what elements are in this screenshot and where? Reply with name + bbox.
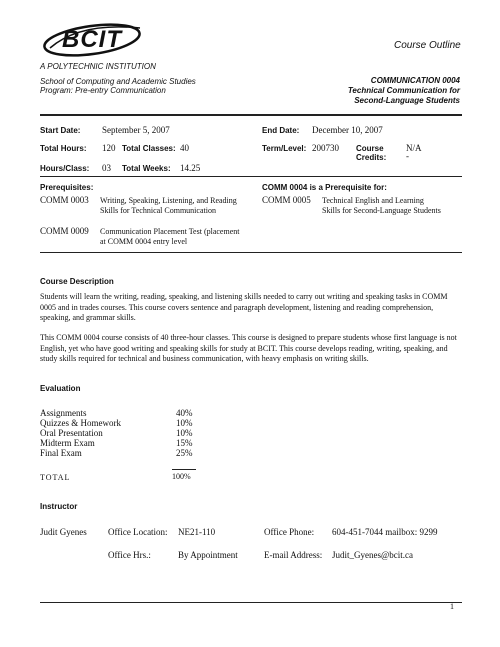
- course-title-1: Technical Communication for: [347, 86, 460, 95]
- term-label: Term/Level:: [262, 144, 307, 153]
- course-credits: N/A: [406, 143, 422, 153]
- evaluation-item-value: 40%: [176, 408, 193, 418]
- school-name: School of Computing and Academic Studies: [40, 77, 196, 86]
- description-para-2: This COMM 0004 course consists of 40 three-hour classes. This course is designed to prepare students whose first language is not English, yet who have good writing and speaking skills for study at BCIT. This course develops reading, writing, speaking, and study skills required for technical and business communication, with heavy emphasis on writing skills.: [40, 333, 457, 363]
- total-weeks: 14.25: [180, 163, 201, 173]
- evaluation-total-rule: [172, 469, 196, 470]
- total-classes-label: Total Classes:: [122, 144, 176, 153]
- evaluation-item-label: Assignments: [40, 408, 87, 418]
- evaluation-item-label: Final Exam: [40, 448, 82, 458]
- start-date-label: Start Date:: [40, 126, 81, 135]
- prereq-for-desc-0a: Technical English and Learning: [322, 196, 424, 205]
- office-phone: 604-451-7044 mailbox: 9299: [332, 527, 438, 537]
- total-hours-label: Total Hours:: [40, 144, 87, 153]
- instructor-name: Judit Gyenes: [40, 527, 87, 537]
- total-classes: 40: [180, 143, 189, 153]
- course-code: COMMUNICATION 0004: [370, 76, 460, 85]
- description-para-1: Students will learn the writing, reading, speaking, and listening skills needed to carry out writing and speaking tasks in COMM 0005 and in trades courses. This course covers sentence and paragraph development, listening and reading comprehension, speaking, and grammar skills.: [40, 292, 448, 322]
- evaluation-item-value: 15%: [176, 438, 193, 448]
- office-location: NE21-110: [178, 527, 216, 537]
- logo-text: BCIT: [62, 26, 122, 53]
- evaluation-item-value: 25%: [176, 448, 193, 458]
- program-name: Program: Pre-entry Communication: [40, 86, 166, 95]
- email-label: E-mail Address:: [264, 550, 323, 560]
- office-hours-label: Office Hrs.:: [108, 550, 151, 560]
- hours-class: 03: [102, 163, 111, 173]
- evaluation-item-label: Midterm Exam: [40, 438, 95, 448]
- prereq-desc-0a: Writing, Speaking, Listening, and Reading: [100, 196, 237, 205]
- prereq-rule: [40, 252, 462, 253]
- prereq-for-desc-0b: Skills for Second-Language Students: [322, 206, 441, 215]
- evaluation-item-label: Quizzes & Homework: [40, 418, 121, 428]
- total-hours: 120: [102, 143, 116, 153]
- start-date: September 5, 2007: [102, 125, 170, 135]
- is-prereq-label: COMM 0004 is a Prerequisite for:: [262, 183, 387, 192]
- prereq-code-1: COMM 0009: [40, 226, 89, 236]
- evaluation-total-value: 100%: [172, 472, 191, 481]
- evaluation-row: [40, 418, 200, 428]
- course-title-2: Second-Language Students: [354, 96, 460, 105]
- evaluation-item-value: 10%: [176, 428, 193, 438]
- office-phone-label: Office Phone:: [264, 527, 315, 537]
- info-rule: [40, 176, 462, 177]
- course-credits-label-1: Course: [356, 144, 384, 153]
- header-rule: [40, 114, 462, 116]
- total-weeks-label: Total Weeks:: [122, 164, 171, 173]
- email-address: Judit_Gyenes@bcit.ca: [332, 550, 414, 560]
- term: 200730: [312, 143, 339, 153]
- evaluation-row: [40, 428, 200, 438]
- evaluation-total-label: TOTAL: [40, 473, 71, 482]
- evaluation-heading: Evaluation: [40, 384, 81, 393]
- evaluation-row: [40, 438, 200, 448]
- institution-tagline: A POLYTECHNIC INSTITUTION: [40, 62, 156, 71]
- evaluation-item-label: Oral Presentation: [40, 428, 103, 438]
- end-date: December 10, 2007: [312, 125, 383, 135]
- office-location-label: Office Location:: [108, 527, 168, 537]
- course-credits-label-2: Credits:: [356, 153, 387, 162]
- office-hours: By Appointment: [178, 550, 238, 560]
- end-date-label: End Date:: [262, 126, 300, 135]
- page-number: 1: [450, 602, 454, 611]
- evaluation-row: [40, 448, 200, 458]
- footer-rule: [40, 602, 462, 603]
- description-heading: Course Description: [40, 277, 114, 286]
- hours-class-label: Hours/Class:: [40, 164, 90, 173]
- bcit-logo: [40, 18, 150, 62]
- evaluation-item-value: 10%: [176, 418, 193, 428]
- doc-type: Course Outline: [394, 40, 461, 51]
- prereq-desc-1b: at COMM 0004 entry level: [100, 237, 188, 246]
- prereq-label: Prerequisites:: [40, 183, 94, 192]
- evaluation-row: [40, 408, 200, 418]
- prereq-for-code-0: COMM 0005: [262, 195, 311, 205]
- prereq-desc-1a: Communication Placement Test (placement: [100, 227, 240, 236]
- prereq-desc-0b: Skills for Technical Communication: [100, 206, 216, 215]
- credits-mark: -: [406, 151, 409, 161]
- instructor-heading: Instructor: [40, 502, 78, 511]
- prereq-code-0: COMM 0003: [40, 195, 89, 205]
